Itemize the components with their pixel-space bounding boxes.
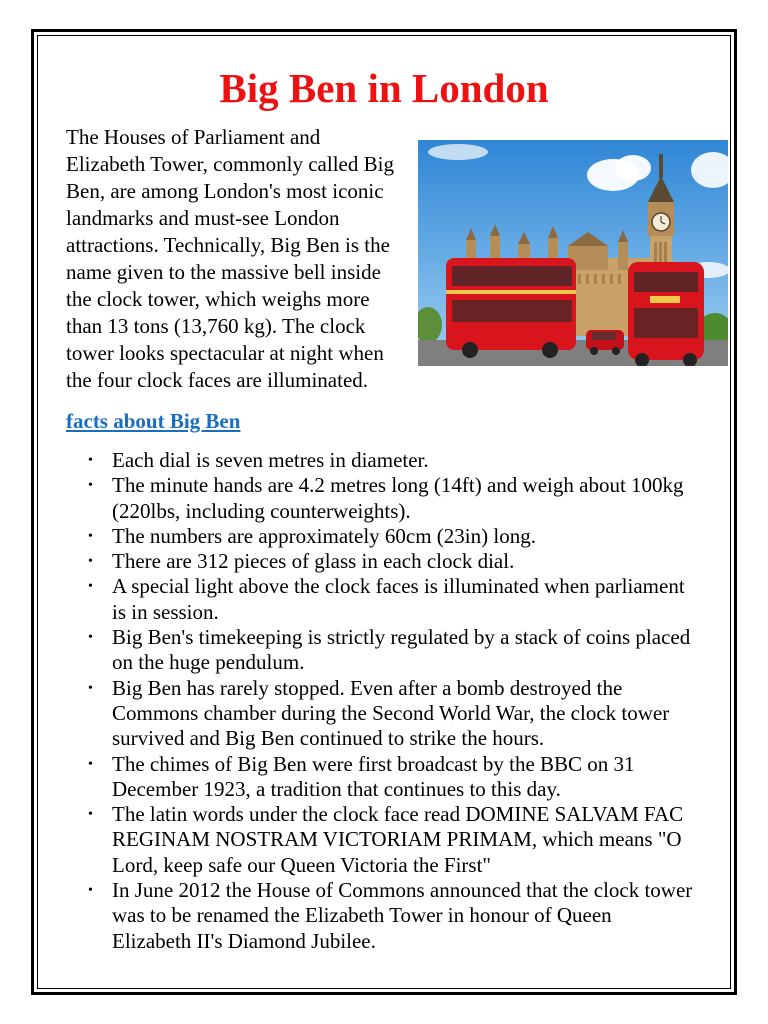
- list-item: [66, 625, 696, 676]
- fact-text: Big Ben has rarely stopped. Even after a bomb destroyed the Commons chamber during the Second World War, the clock tower survived and Big Ben continued to strike the hours.: [112, 675, 670, 751]
- fact-text: Big Ben's timekeeping is strictly regulated by a stack of coins placed on the huge pendulum.: [112, 625, 691, 675]
- bullet-icon: •: [88, 579, 93, 595]
- red-bus-left: [446, 258, 576, 358]
- fact-text: In June 2012 the House of Commons announced that the clock tower was to be renamed the Elizabeth Tower in honour of Queen Elizabeth II's Diamond Jubilee.: [112, 878, 693, 953]
- list-item: [66, 473, 696, 524]
- fact-text: The chimes of Big Ben were first broadcast by the BBC on 31 December 1923, a tradition that continues to this day.: [112, 751, 635, 801]
- bullet-icon: •: [88, 883, 93, 899]
- list-item: [66, 752, 696, 803]
- bullet-icon: •: [88, 630, 93, 646]
- list-item: [66, 676, 696, 752]
- intro-paragraph: The Houses of Parliament and Elizabeth Tower, commonly called Big Ben, are among London's most iconic landmarks and must-see London attractions. Technically, Big Ben is the name given to the massive bell inside the clock tower, which weighs more than 13 tons (13,760 kg). The clock tower looks spectacular at night when the four clock faces are illuminated.: [66, 125, 394, 392]
- list-item: [66, 878, 696, 954]
- fact-text: A special light above the clock faces is illuminated when parliament is in session.: [112, 574, 685, 624]
- facts-heading-link[interactable]: facts about Big Ben: [66, 409, 241, 433]
- photo-cloud: [428, 144, 488, 160]
- red-bus-right: [628, 262, 704, 366]
- list-item: [66, 802, 696, 878]
- big-ben-photo: [418, 140, 728, 366]
- photo-cloud: [615, 155, 651, 181]
- fact-text: The latin words under the clock face read DOMINE SALVAM FAC REGINAM NOSTRAM VICTORIAM PRIMAM, which means "O Lord, keep safe our Queen Victoria the First": [112, 802, 684, 877]
- bullet-icon: •: [88, 756, 93, 772]
- bullet-icon: •: [88, 807, 93, 823]
- facts-list: [66, 448, 696, 954]
- list-item: [66, 524, 696, 549]
- list-item: [66, 549, 696, 574]
- page-title: Big Ben in London: [219, 65, 549, 111]
- facts-heading: [66, 408, 728, 434]
- bullet-icon: •: [88, 453, 93, 468]
- bullet-icon: •: [88, 554, 93, 570]
- fact-text: Each dial is seven metres in diameter.: [112, 448, 429, 472]
- bullet-icon: •: [88, 680, 93, 696]
- fact-text: The minute hands are 4.2 metres long (14ft) and weigh about 100kg (220lbs, including counterweights).: [112, 473, 684, 523]
- list-item: [66, 448, 696, 473]
- fact-text: There are 312 pieces of glass in each clock dial.: [112, 549, 515, 574]
- bullet-icon: •: [88, 478, 93, 494]
- bullet-icon: •: [88, 528, 93, 544]
- fact-text: The numbers are approximately 60cm (23in) long.: [112, 523, 536, 548]
- document-body: [66, 124, 728, 954]
- list-item: [66, 574, 696, 625]
